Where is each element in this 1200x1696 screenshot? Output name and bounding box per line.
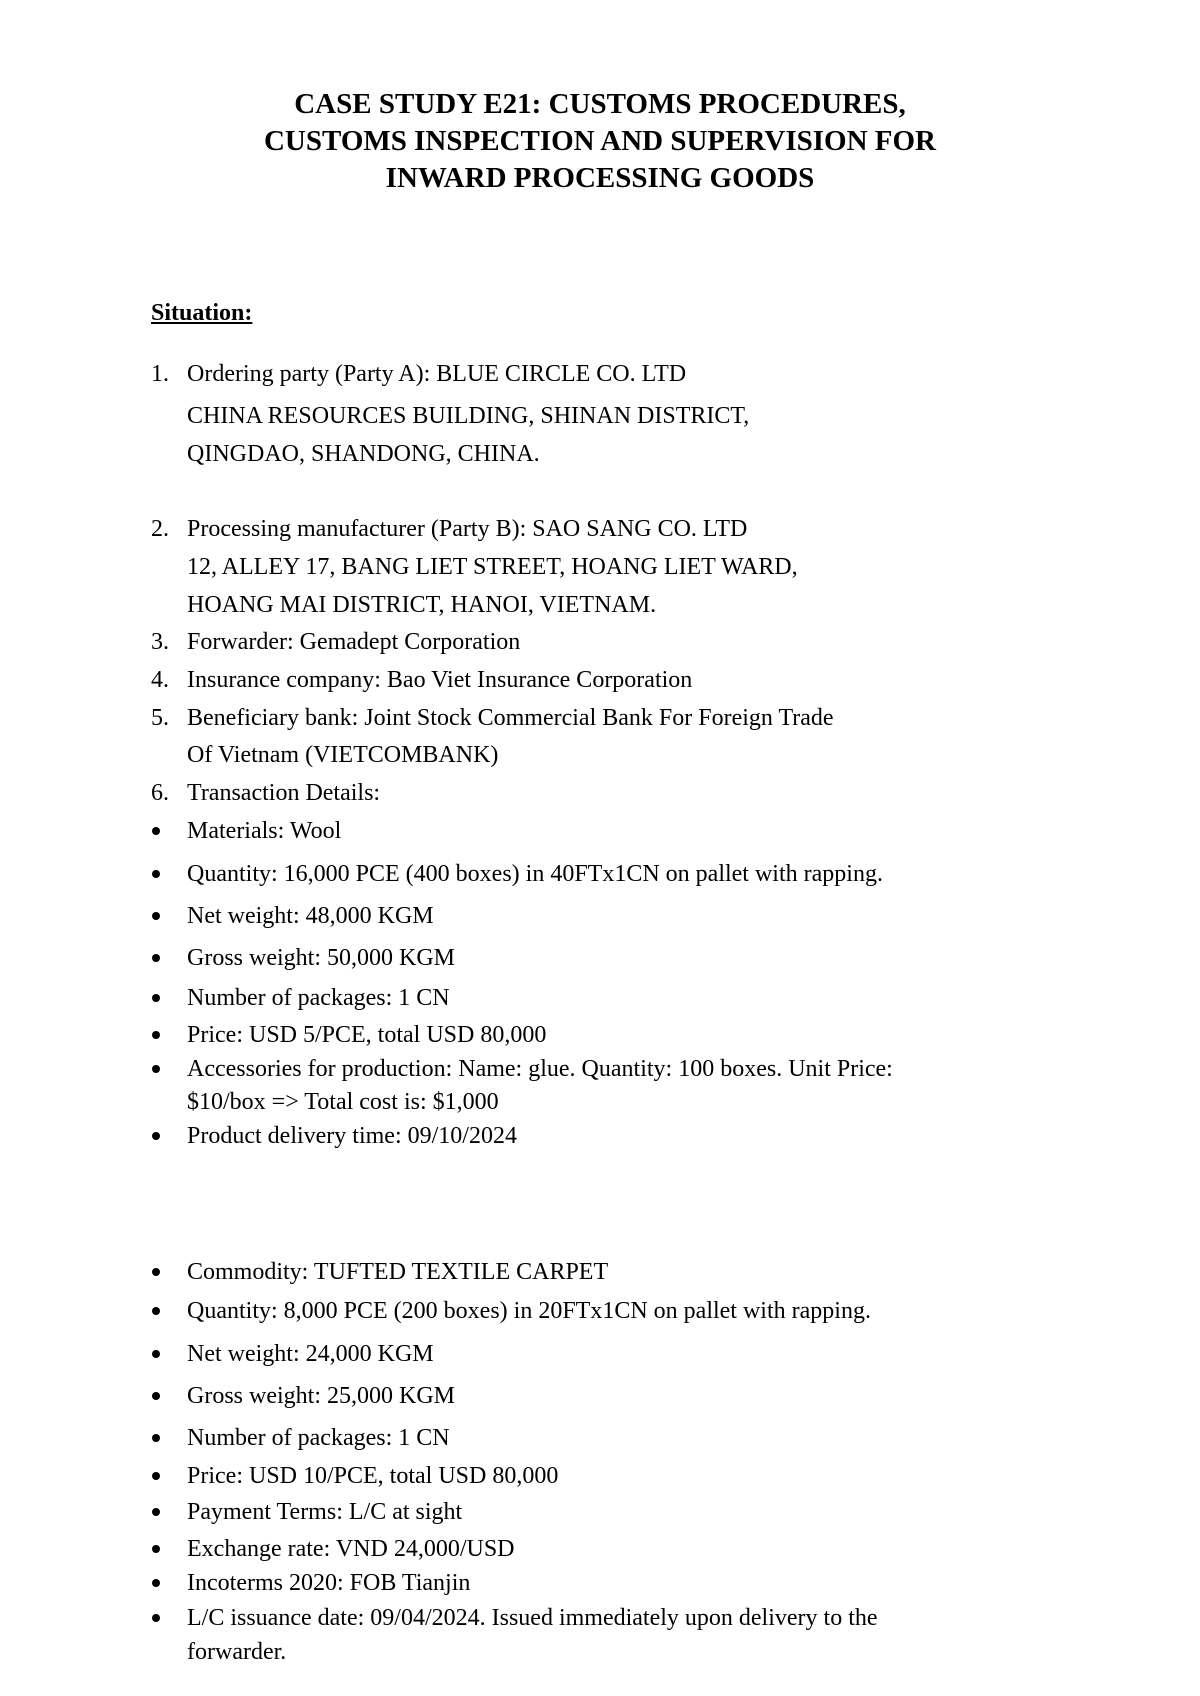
list-item-line: Of Vietnam (VIETCOMBANK) xyxy=(187,742,499,768)
bullet-item: Payment Terms: L/C at sight xyxy=(187,1499,463,1525)
situation-heading: Situation: xyxy=(151,300,253,326)
list-item-line: Forwarder: Gemadept Corporation xyxy=(187,629,521,655)
title-line: INWARD PROCESSING GOODS xyxy=(385,162,815,194)
title-line: CASE STUDY E21: CUSTOMS PROCEDURES, xyxy=(294,88,906,120)
bullet-dot xyxy=(152,827,160,835)
list-item-line: QINGDAO, SHANDONG, CHINA. xyxy=(187,441,540,467)
list-number: 5. xyxy=(151,705,169,731)
bullet-dot xyxy=(152,1472,160,1480)
bullet-dot xyxy=(152,1031,160,1039)
bullet-item: Gross weight: 25,000 KGM xyxy=(187,1383,455,1409)
list-number: 2. xyxy=(151,516,169,542)
list-item-line: 12, ALLEY 17, BANG LIET STREET, HOANG LIET WARD, xyxy=(187,554,798,580)
bullet-item: Incoterms 2020: FOB Tianjin xyxy=(187,1570,471,1596)
bullet-item: Product delivery time: 09/10/2024 xyxy=(187,1123,517,1149)
list-number: 4. xyxy=(151,667,169,693)
list-item-line: CHINA RESOURCES BUILDING, SHINAN DISTRICT, xyxy=(187,403,750,429)
bullet-item: Price: USD 5/PCE, total USD 80,000 xyxy=(187,1022,547,1048)
list-item-line: Ordering party (Party A): BLUE CIRCLE CO. LTD xyxy=(187,361,687,387)
bullet-dot xyxy=(152,1545,160,1553)
list-item-line: Insurance company: Bao Viet Insurance Corporation xyxy=(187,667,693,693)
bullet-dot xyxy=(152,1268,160,1276)
list-number: 3. xyxy=(151,629,169,655)
bullet-dot xyxy=(152,1132,160,1140)
title-line: CUSTOMS INSPECTION AND SUPERVISION FOR xyxy=(263,125,936,157)
bullet-dot xyxy=(152,1434,160,1442)
bullet-item-continuation: forwarder. xyxy=(187,1639,287,1665)
bullet-dot xyxy=(152,1579,160,1587)
bullet-item-continuation: $10/box => Total cost is: $1,000 xyxy=(187,1089,499,1115)
bullet-dot xyxy=(152,954,160,962)
list-item-line: HOANG MAI DISTRICT, HANOI, VIETNAM. xyxy=(187,592,657,618)
bullet-dot xyxy=(152,870,160,878)
list-item-line: Transaction Details: xyxy=(187,780,381,806)
bullet-item: Quantity: 16,000 PCE (400 boxes) in 40FTx1CN on pallet with rapping. xyxy=(187,861,883,887)
list-number: 6. xyxy=(151,780,169,806)
bullet-item: Gross weight: 50,000 KGM xyxy=(187,945,455,971)
document-title xyxy=(0,86,1200,197)
bullet-item: Materials: Wool xyxy=(187,818,342,844)
bullet-item: Net weight: 48,000 KGM xyxy=(187,903,434,929)
bullet-item: Number of packages: 1 CN xyxy=(187,985,450,1011)
bullet-item: Quantity: 8,000 PCE (200 boxes) in 20FTx1CN on pallet with rapping. xyxy=(187,1298,871,1324)
bullet-item: Exchange rate: VND 24,000/USD xyxy=(187,1536,515,1562)
bullet-dot xyxy=(152,912,160,920)
bullet-dot xyxy=(152,1508,160,1516)
bullet-item: L/C issuance date: 09/04/2024. Issued immediately upon delivery to the xyxy=(187,1605,878,1631)
bullet-item: Net weight: 24,000 KGM xyxy=(187,1341,434,1367)
bullet-dot xyxy=(152,1614,160,1622)
list-item-line: Processing manufacturer (Party B): SAO SANG CO. LTD xyxy=(187,516,748,542)
list-number: 1. xyxy=(151,361,169,387)
bullet-dot xyxy=(152,1307,160,1315)
bullet-item: Accessories for production: Name: glue. Quantity: 100 boxes. Unit Price: xyxy=(187,1056,893,1082)
bullet-dot xyxy=(152,994,160,1002)
bullet-dot xyxy=(152,1392,160,1400)
list-item-line: Beneficiary bank: Joint Stock Commercial Bank For Foreign Trade xyxy=(187,705,834,731)
bullet-dot xyxy=(152,1065,160,1073)
bullet-item: Commodity: TUFTED TEXTILE CARPET xyxy=(187,1259,609,1285)
bullet-dot xyxy=(152,1350,160,1358)
bullet-item: Price: USD 10/PCE, total USD 80,000 xyxy=(187,1463,559,1489)
bullet-item: Number of packages: 1 CN xyxy=(187,1425,450,1451)
